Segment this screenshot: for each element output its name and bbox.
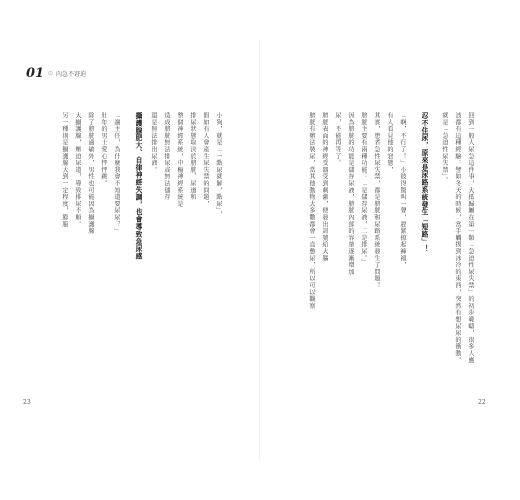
left-col-11: 另一種則是攝護腺大到一定程度，膨脹 bbox=[61, 112, 68, 228]
left-col-9: 除了膀胱過敏外，男性也可能因為攝護腺 bbox=[87, 112, 94, 235]
right-col-4: 「啊，不行了！」小彼得驚叫一聲，趕緊撩起褲襠， bbox=[399, 112, 406, 269]
right-col-2: 該都有這種經驗：譬如冬天的時候，當手觸摸到冰冷的東西，突然有想尿尿的衝動。 bbox=[454, 112, 461, 364]
right-page bbox=[260, 0, 520, 500]
right-col-8: 因為膀胱的功能是儲存尿液，膀胱內部的容量逐漸增加 bbox=[347, 112, 354, 276]
left-col-3: 排尿狀態取決於膀胱、尿道和 bbox=[189, 112, 196, 201]
left-section-heading: 攝護腺肥大、自律神經失調，也會導致急尿感 bbox=[134, 112, 142, 260]
page-number-right: 22 bbox=[478, 399, 486, 406]
left-col-5: 造成膀胱無法排尿或無法儲存 bbox=[163, 112, 170, 201]
right-col-9: 尿，不能再等了。 bbox=[334, 112, 341, 167]
page-number-left: 23 bbox=[23, 399, 31, 406]
left-col-6: 還是無法排出尿液。 bbox=[150, 112, 157, 174]
right-col-11: 膀胱有辦法裝尿，當其他動物大多數都會一直憋尿，所以可以觀察 bbox=[308, 112, 315, 310]
chapter-separator-icon: ⊙ bbox=[48, 70, 54, 77]
left-col-10: 大攝護腺，壓迫尿道，導致排尿不順。 bbox=[74, 112, 81, 228]
chapter-number: 01 bbox=[26, 66, 45, 81]
right-col-1: 回到一般人尿急這件事，大抵歸屬在第一類「急迫性尿失禁」的初步範疇，很多人應 bbox=[467, 112, 474, 364]
left-col-1: 小狗，就是「一點尿就解，點尿」， bbox=[215, 112, 222, 218]
right-col-7: 膀胱主要有兩種功能：「是儲存尿液，二是排尿。」 bbox=[360, 112, 367, 266]
left-col-7: 「謝主任，為什麼我會不知道要尿尿？」 bbox=[113, 112, 120, 235]
left-col-8: 壯年的男士愛心怦怦跳。 bbox=[100, 112, 107, 187]
left-col-4: 整個神經系統，中樞神經系統是 bbox=[176, 112, 183, 208]
right-col-10: 膀胱表面的神經受器受到刺激，便發出訊號給大腦 bbox=[321, 112, 328, 262]
right-col-3: 就是「急迫性尿失禁」。 bbox=[441, 112, 448, 184]
right-section-heading: 忍不住尿，原來是尿路系統發生「短路」！ bbox=[420, 112, 428, 253]
left-col-2: 假如有人會產生尿失禁的問題， bbox=[202, 112, 209, 208]
chapter-title: 內急不窘迫 bbox=[56, 71, 87, 78]
right-col-5: 有人看見他的窘態， bbox=[386, 112, 393, 174]
right-col-6: 其實，患者急性尿失禁，都是膀胱和尿路系統發生了問題！ bbox=[373, 112, 380, 289]
